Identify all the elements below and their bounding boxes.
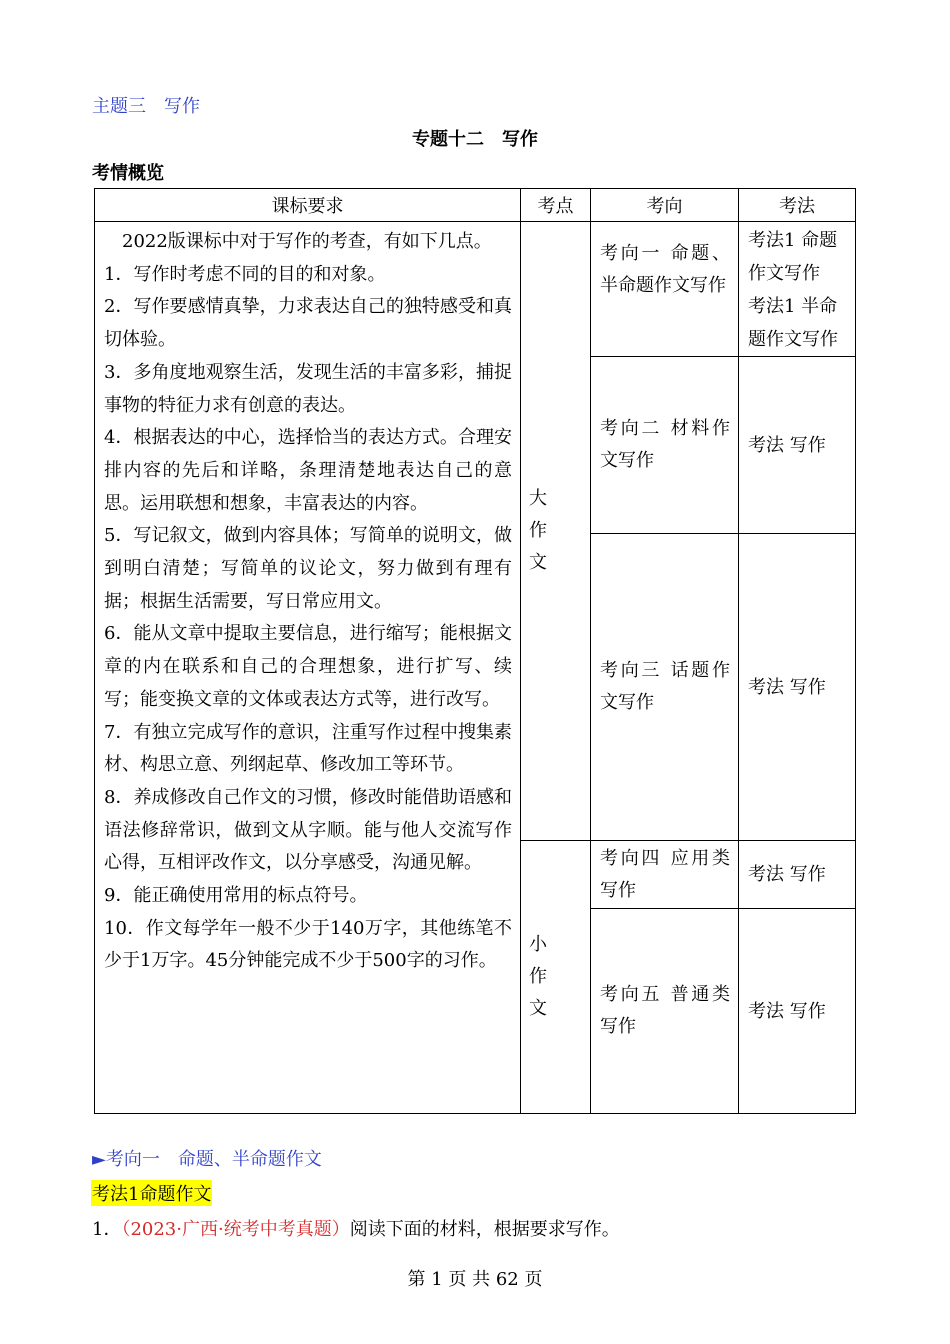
method-1 — [739, 222, 856, 357]
method-heading: 考法1命题作文 — [91, 1180, 212, 1206]
requirement-item: 4．根据表达的中心，选择恰当的表达方式。合理安排内容的先后和详略，条理清楚地表达自己的意思。运用联想和想象，丰富表达的内容。 — [104, 427, 512, 514]
point-minor-essay: 小作文 — [521, 841, 591, 1114]
requirement-item: 2．写作要感情真挚，力求表达自己的独特感受和真切体验。 — [104, 296, 512, 351]
requirement-intro: 2022版课标中对于写作的考查，有如下几点。 — [122, 231, 492, 252]
header-points: 考点 — [521, 189, 591, 222]
direction-4: 考向四 应用类写作 — [591, 841, 739, 909]
theme-label: 主题三 写作 — [92, 96, 200, 117]
question-source: （2023·广西·统考中考真题） — [121, 1219, 350, 1240]
header-directions: 考向 — [591, 189, 739, 222]
page-title: 专题十二 写作 — [412, 129, 538, 150]
requirement-item: 3．多角度地观察生活，发现生活的丰富多彩，捕捉事物的特征力求有创意的表达。 — [104, 361, 512, 416]
question-number: 1． — [92, 1219, 122, 1240]
requirement-item: 7．有独立完成写作的意识，注重写作过程中搜集素材、构思立意、列纲起草、修改加工等环节。 — [104, 721, 512, 776]
direction-2: 考向二 材料作文写作 — [591, 357, 739, 534]
header-requirements: 课标要求 — [95, 189, 521, 222]
method-3: 考法 写作 — [739, 534, 856, 841]
requirement-item: 9．能正确使用常用的标点符号。 — [104, 885, 368, 907]
method-2: 考法 写作 — [739, 357, 856, 534]
question-text: 阅读下面的材料，根据要求写作。 — [349, 1219, 620, 1240]
requirement-item: 5．写记叙文，做到内容具体；写简单的说明文，做到明白清楚；写简单的议论文，努力做到有理有据；根据生活需要，写日常应用文。 — [104, 525, 512, 612]
header-methods: 考法 — [739, 189, 856, 222]
method-1-line: 考法1 半命题作文写作 — [748, 296, 838, 350]
overview-heading: 考情概览 — [92, 163, 164, 184]
requirement-item: 8．养成修改自己作文的习惯，修改时能借助语感和语法修辞常识，做到文从字顺。能与他人交流写作心得，互相评改作文，以分享感受，沟通见解。 — [104, 786, 512, 874]
page-footer: 第 1 页 共 62 页 — [407, 1269, 543, 1290]
point-major-essay: 大作文 — [521, 222, 591, 841]
requirement-item: 10．作文每学年一般不少于140万字，其他练笔不少于1万字。45分钟能完成不少于500字的习作。 — [104, 917, 512, 972]
method-4: 考法 写作 — [739, 841, 856, 909]
exam-overview-table — [94, 188, 856, 1114]
direction-1: 考向一 命题、半命题作文写作 — [591, 222, 739, 357]
requirements-cell — [95, 222, 521, 1114]
requirement-item: 1．写作时考虑不同的目的和对象。 — [104, 263, 386, 285]
requirement-item: 6．能从文章中提取主要信息，进行缩写；能根据文章的内在联系和自己的合理想象，进行扩写、续写；能变换文章的文体或表达方式等，进行改写。 — [104, 623, 512, 710]
direction-heading: ►考向一 命题、半命题作文 — [92, 1149, 322, 1170]
method-1-line: 考法1 命题作文写作 — [748, 230, 838, 284]
question-1 — [92, 1215, 620, 1241]
direction-5: 考向五 普通类写作 — [591, 909, 739, 1114]
method-5: 考法 写作 — [739, 909, 856, 1114]
direction-3: 考向三 话题作文写作 — [591, 534, 739, 841]
